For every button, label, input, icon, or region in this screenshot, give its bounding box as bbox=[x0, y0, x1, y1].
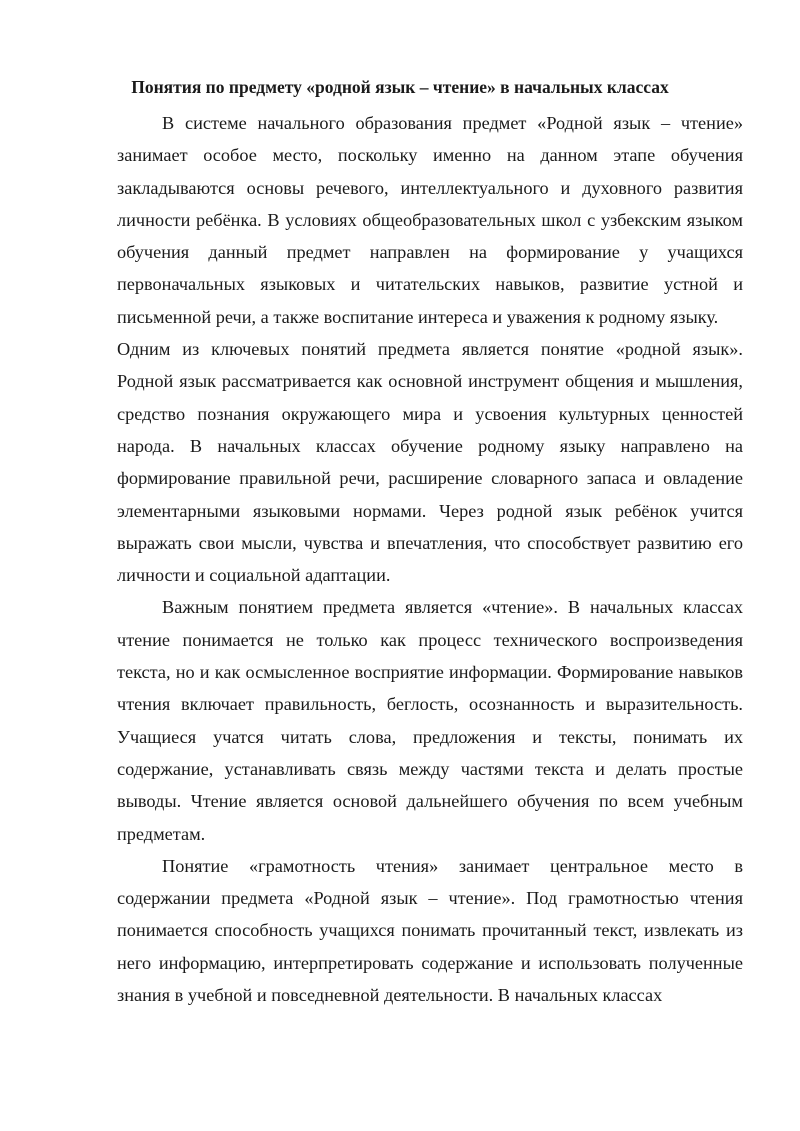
paragraph-intro: В системе начального образования предмет «Родной язык – чтение» занимает особое место, поскольку именно на данном этапе обучения закладываются основы речевого, интеллектуального и духовного развития личности ребёнка. В условиях общеобразовательных школ с узбекским языком обучения данный предмет направлен на формирование у учащихся первоначальных языковых и читательских навыков, развитие устной и письменной речи, а также воспитание интереса и уважения к родному языку. bbox=[117, 113, 743, 327]
paragraph-native-language: Одним из ключевых понятий предмета является понятие «родной язык». Родной язык рассматривается как основной инструмент общения и мышления, средство познания окружающего мира и усвоения культурных ценностей народа. В начальных классах обучение родному языку направлено на формирование правильной речи, расширение словарного запаса и овладение элементарными языковыми нормами. Через родной язык ребёнок учится выражать свои мысли, чувства и впечатления, что способствует развитию его личности и социальной адаптации. bbox=[117, 339, 743, 586]
paragraph-reading-literacy: Понятие «грамотность чтения» занимает центральное место в содержании предмета «Родной язык – чтение». Под грамотностью чтения понимается способность учащихся понимать прочитанный текст, извлекать из него информацию, интерпретировать содержание и использовать полученные знания в учебной и повседневной деятельности. В начальных классах bbox=[117, 855, 743, 1006]
paragraph-reading: Важным понятием предмета является «чтение». В начальных классах чтение понимается не только как процесс технического воспроизведения текста, но и как осмысленное восприятие информации. Формирование навыков чтения включает правильность, беглость, осознанность и выразительность. Учащиеся учатся читать слова, предложения и тексты, понимать их содержание, устанавливать связь между частями текста и делать простые выводы. Чтение является основой дальнейшего обучения по всем учебным предметам. bbox=[117, 597, 743, 844]
document-title: Понятия по предмету «родной язык – чтение» в начальных классах bbox=[131, 77, 669, 97]
document-body bbox=[117, 107, 743, 1011]
